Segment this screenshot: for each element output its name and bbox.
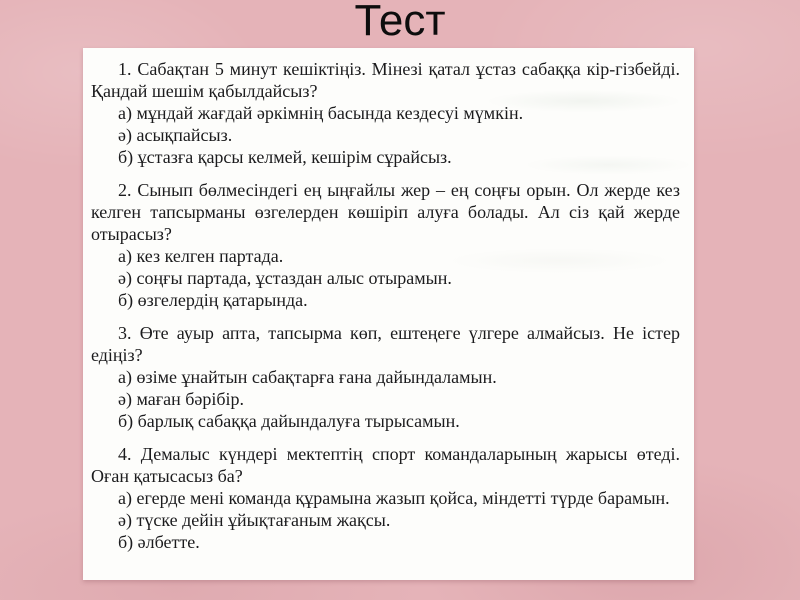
question-1-option-ae: ә) асықпайсыз. — [118, 125, 233, 145]
question-1 — [91, 58, 680, 168]
test-page-panel — [83, 48, 694, 580]
question-4-option-b: б) әлбетте. — [118, 532, 200, 552]
question-3-text: 3. Өте ауыр апта, тапсырма көп, ештеңеге үлгере алмайсыз. Не істер едіңіз? — [91, 323, 680, 365]
question-1-option-a: а) мұндай жағдай әркімнің басында кездесуі мүмкін. — [118, 103, 524, 123]
question-3-option-a: а) өзіме ұнайтын сабақтарға ғана дайындаламын. — [118, 367, 497, 387]
question-2-option-ae: ә) соңғы партада, ұстаздан алыс отырамын. — [118, 268, 452, 288]
slide-title: Тест — [354, 0, 446, 45]
question-2-option-b: б) өзгелердің қатарында. — [118, 290, 308, 310]
question-2 — [91, 179, 680, 311]
question-3-option-b: б) барлық сабаққа дайындалуға тырысамын. — [118, 411, 460, 431]
question-4 — [91, 443, 680, 553]
question-4-text: 4. Демалыс күндері мектептің спорт командаларының жарысы өтеді. Оған қатысасыз ба? — [91, 444, 680, 486]
question-3-option-ae: ә) маған бәрібір. — [118, 389, 245, 409]
question-4-option-a: а) егерде мені команда құрамына жазып қойса, міндетті түрде барамын. — [118, 488, 670, 508]
question-3 — [91, 322, 680, 432]
question-1-text: 1. Сабақтан 5 минут кешіктіңіз. Мінезі қатал ұстаз сабаққа кір-гізбейді. Қандай шешім қабылдайсыз? — [91, 59, 680, 101]
question-4-option-ae: ә) түске дейін ұйықтағаным жақсы. — [118, 510, 391, 530]
question-2-option-a: а) кез келген партада. — [118, 246, 284, 266]
question-2-text: 2. Сынып бөлмесіндегі ең ыңғайлы жер – ең соңғы орын. Ол жерде кез келген тапсырманы өзгелерден көшіріп алуға болады. Ал сіз қай жерде отырасыз? — [91, 180, 680, 244]
question-1-option-b: б) ұстазға қарсы келмей, кешірім сұрайсыз. — [118, 147, 452, 167]
